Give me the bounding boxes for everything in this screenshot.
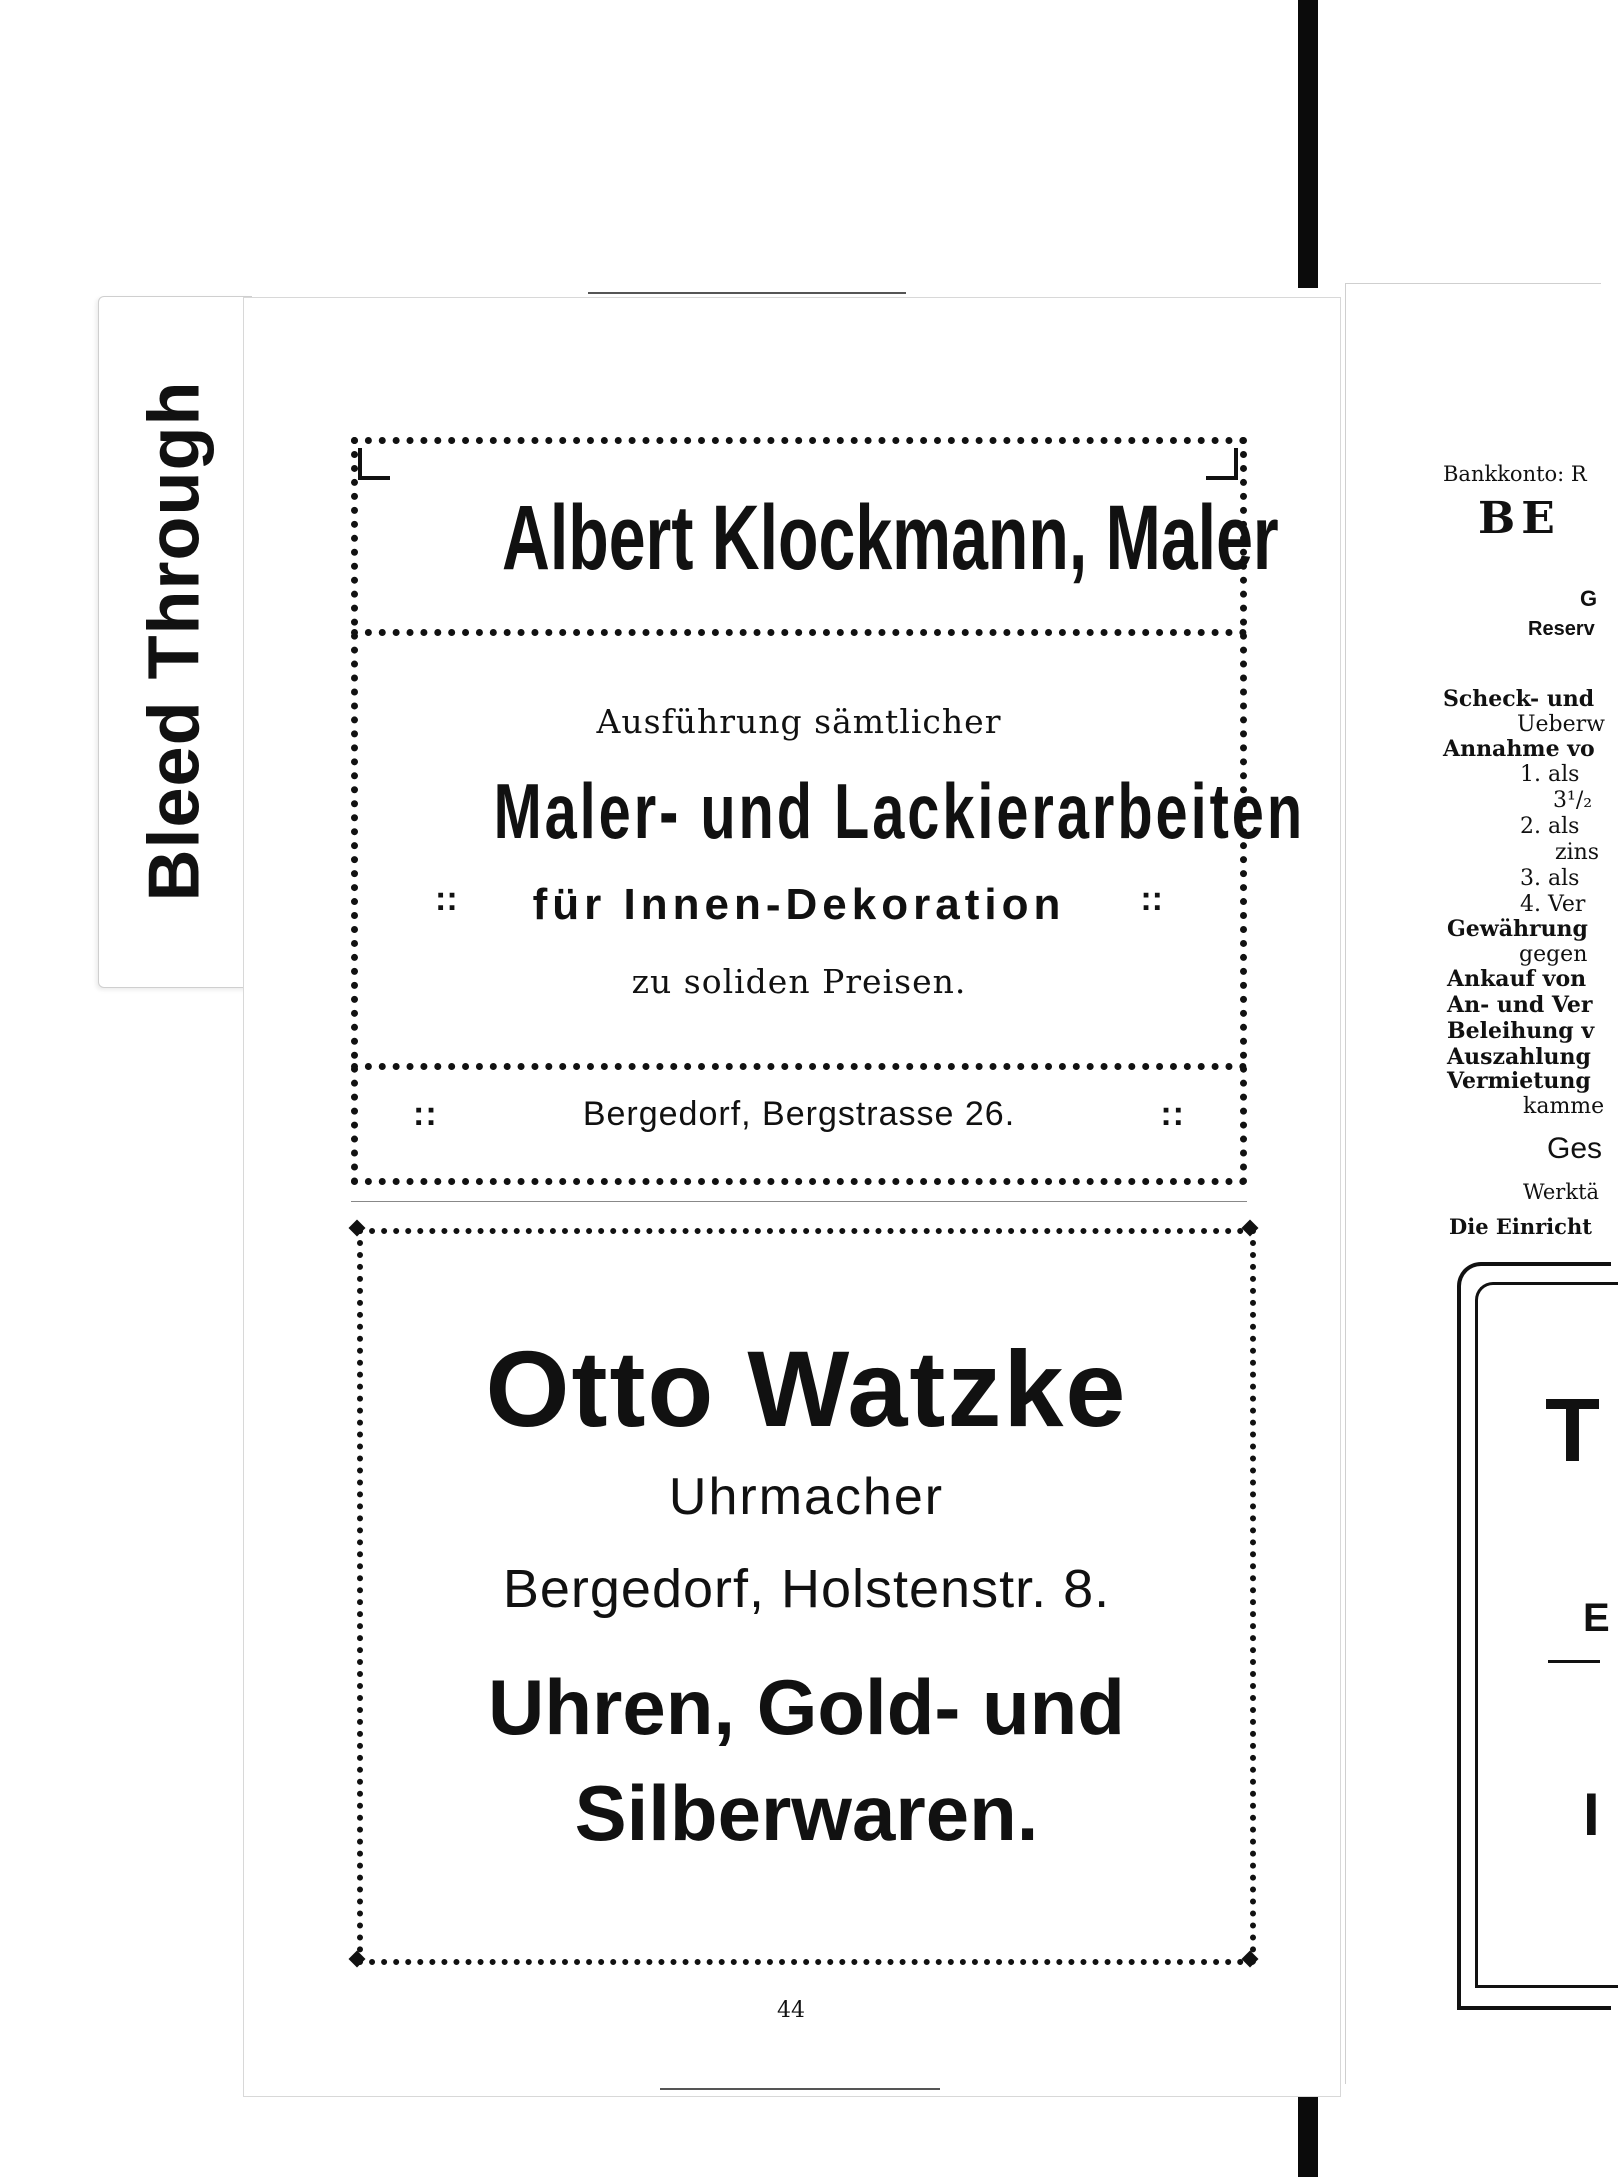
klockmann-service: Maler- und Lackierarbeiten xyxy=(493,767,1306,855)
rp-line: 1. als xyxy=(1520,762,1580,787)
rp-line: Die Einricht xyxy=(1449,1214,1592,1239)
watzke-goods-line2: Silberwaren. xyxy=(574,1769,1039,1857)
bleed-through-label-wrap xyxy=(98,296,250,986)
dotted-divider xyxy=(351,1063,1247,1070)
klockmann-service-wrap xyxy=(351,767,1306,855)
klockmann-address: Bergedorf, Bergstrasse 26. xyxy=(582,1095,1016,1133)
rp-line: An- und Ver xyxy=(1447,992,1593,1018)
rp-line: gegen xyxy=(1519,942,1588,967)
ornament-left: :: xyxy=(435,880,458,918)
watzke-trade: Uhrmacher xyxy=(668,1468,945,1526)
klockmann-address-line xyxy=(351,1095,1247,1145)
top-crop-mark xyxy=(588,292,906,294)
ornament-right: :: xyxy=(1160,1095,1185,1133)
corner-ornament xyxy=(1206,448,1238,480)
rp-line: 2. als xyxy=(1520,814,1580,839)
corner-ornament xyxy=(358,448,390,480)
rp-line: T xyxy=(1545,1381,1600,1481)
rp-line: Scheck- und xyxy=(1443,686,1595,712)
klockmann-heading xyxy=(351,487,1279,589)
right-ad-rule xyxy=(1548,1660,1600,1663)
klockmann-intro: Ausführung sämtlicher xyxy=(596,702,1002,741)
rp-line: Vermietung xyxy=(1447,1068,1591,1094)
watzke-goods-line1: Uhren, Gold- und xyxy=(488,1663,1125,1751)
rp-line: kamme xyxy=(1523,1094,1605,1119)
rp-line: Gewährung xyxy=(1447,916,1588,942)
bleed-through-label: Bleed Through xyxy=(134,380,215,902)
rp-line: Annahme vo xyxy=(1443,736,1595,762)
rp-line: Bankkonto: R xyxy=(1443,462,1587,486)
ad-separator-rule xyxy=(351,1201,1247,1202)
rp-line: E xyxy=(1583,1596,1610,1640)
watzke-name: Otto Watzke xyxy=(485,1328,1128,1449)
rp-line: I xyxy=(1583,1781,1600,1848)
klockmann-decoration-line xyxy=(351,880,1247,930)
bottom-crop-mark xyxy=(660,2088,940,2090)
rp-line: zins xyxy=(1555,840,1600,865)
ornament-right: :: xyxy=(1140,880,1163,918)
rp-line: 3. als xyxy=(1520,866,1580,891)
rp-line: Ankauf von xyxy=(1447,966,1587,992)
rp-line: Ueberw xyxy=(1517,712,1606,737)
rp-line: G xyxy=(1580,586,1598,611)
klockmann-decoration-text: für Innen-Dekoration xyxy=(532,880,1066,929)
rp-line: Werktä xyxy=(1523,1180,1600,1204)
rp-line: Auszahlung xyxy=(1447,1044,1591,1070)
klockmann-name: Albert Klockmann, Maler xyxy=(502,487,1279,589)
dotted-divider xyxy=(351,629,1247,636)
right-ad-frame-inner xyxy=(1475,1282,1618,1988)
klockmann-prices: zu soliden Preisen. xyxy=(631,962,967,1001)
ornament-left: :: xyxy=(413,1095,438,1133)
rp-line: 3¹/₂ xyxy=(1553,788,1593,813)
page-number: 44 xyxy=(777,1998,805,2023)
rp-line: Beleihung v xyxy=(1447,1018,1595,1044)
rp-line: Ges xyxy=(1547,1132,1603,1165)
rp-line: BE xyxy=(1478,493,1561,544)
rp-line: Reserv xyxy=(1528,618,1595,640)
rp-line: 4. Ver xyxy=(1520,892,1586,917)
watzke-address: Bergedorf, Holstenstr. 8. xyxy=(502,1559,1111,1619)
